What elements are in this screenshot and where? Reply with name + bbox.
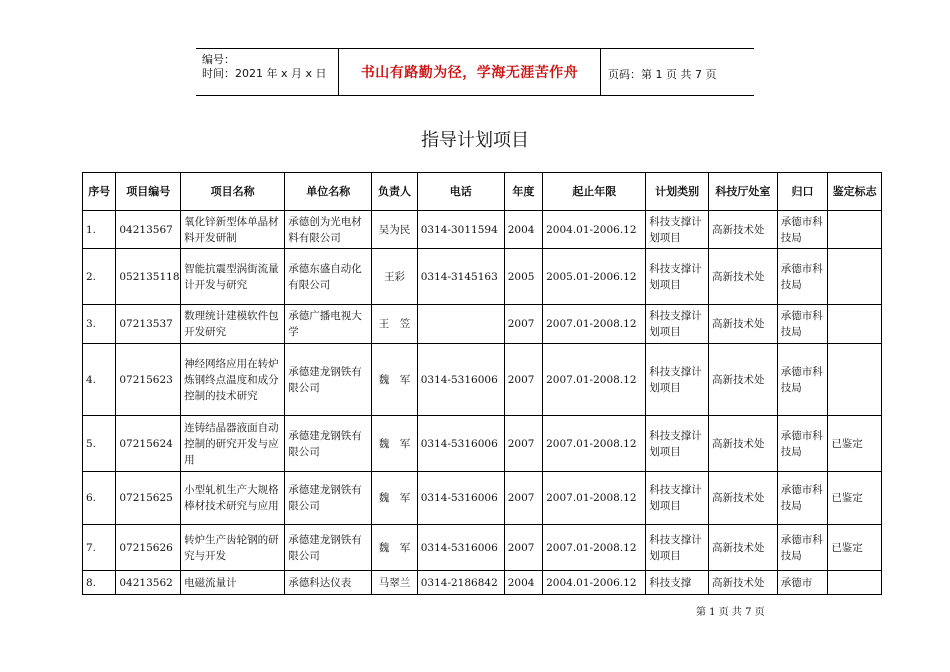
column-header: 序号 <box>83 173 116 211</box>
department-cell: 承德市科技局 <box>777 305 828 344</box>
unit-name-cell: 承德建龙钢铁有限公司 <box>285 472 372 525</box>
period-cell: 2007.01-2008.12 <box>543 416 646 472</box>
column-header: 计划类别 <box>646 173 709 211</box>
project-code-cell: 07215624 <box>116 416 181 472</box>
office-cell: 高新技术处 <box>708 344 777 416</box>
phone-cell: 0314-5316006 <box>417 416 504 472</box>
project-code-cell: 07215623 <box>116 344 181 416</box>
phone-cell <box>417 305 504 344</box>
table-row <box>83 211 882 249</box>
period-cell: 2007.01-2008.12 <box>543 525 646 571</box>
year-cell: 2004 <box>504 571 542 595</box>
header-divider <box>600 49 601 95</box>
appraisal-mark-cell <box>828 211 882 249</box>
appraisal-mark-cell: 已鉴定 <box>828 525 882 571</box>
project-name-cell: 数理统计建模软件包开发研究 <box>181 305 285 344</box>
project-name-cell: 小型轧机生产大规格棒材技术研究与应用 <box>181 472 285 525</box>
office-cell: 高新技术处 <box>708 305 777 344</box>
phone-cell: 0314-3011594 <box>417 211 504 249</box>
year-cell: 2007 <box>504 305 542 344</box>
project-name-cell: 转炉生产齿轮钢的研究与开发 <box>181 525 285 571</box>
column-header: 鉴定标志 <box>828 173 882 211</box>
unit-name-cell: 承德建龙钢铁有限公司 <box>285 416 372 472</box>
plan-category-cell: 科技支撑计划项目 <box>646 472 709 525</box>
project-code-cell: 07213537 <box>116 305 181 344</box>
department-cell: 承德市科技局 <box>777 249 828 305</box>
period-cell: 2004.01-2006.12 <box>543 211 646 249</box>
column-header: 科技厅处室 <box>708 173 777 211</box>
table-row <box>83 344 882 416</box>
row-number-cell: 5. <box>83 416 116 472</box>
plan-category-cell: 科技支撑计划项目 <box>646 249 709 305</box>
row-number-cell: 8. <box>83 571 116 595</box>
project-name-cell: 电磁流量计 <box>181 571 285 595</box>
column-header: 归口 <box>777 173 828 211</box>
year-cell: 2004 <box>504 211 542 249</box>
project-code-cell: 052135118 <box>116 249 181 305</box>
office-cell: 高新技术处 <box>708 416 777 472</box>
leader-cell: 魏 军 <box>372 525 418 571</box>
plan-category-cell: 科技支撑计划项目 <box>646 211 709 249</box>
unit-name-cell: 承德科达仪表 <box>285 571 372 595</box>
page-header <box>196 48 754 96</box>
project-code-cell: 07215625 <box>116 472 181 525</box>
leader-cell: 马翠兰 <box>372 571 418 595</box>
column-header: 电话 <box>417 173 504 211</box>
department-cell: 承德市 <box>777 571 828 595</box>
header-page-label: 页码：第 1 页 共 7 页 <box>608 68 717 81</box>
leader-cell: 王 笠 <box>372 305 418 344</box>
project-name-cell: 氧化锌新型体单晶材料开发研制 <box>181 211 285 249</box>
phone-cell: 0314-5316006 <box>417 344 504 416</box>
phone-cell: 0314-2186842 <box>417 571 504 595</box>
plan-category-cell: 科技支撑计划项目 <box>646 344 709 416</box>
phone-cell: 0314-5316006 <box>417 472 504 525</box>
header-meta <box>202 53 327 81</box>
phone-cell: 0314-3145163 <box>417 249 504 305</box>
appraisal-mark-cell: 已鉴定 <box>828 472 882 525</box>
department-cell: 承德市科技局 <box>777 472 828 525</box>
appraisal-mark-cell <box>828 344 882 416</box>
appraisal-mark-cell: 已鉴定 <box>828 416 882 472</box>
project-code-cell: 04213567 <box>116 211 181 249</box>
office-cell: 高新技术处 <box>708 249 777 305</box>
table-row <box>83 416 882 472</box>
appraisal-mark-cell <box>828 305 882 344</box>
column-header: 年度 <box>504 173 542 211</box>
unit-name-cell: 承德建龙钢铁有限公司 <box>285 525 372 571</box>
office-cell: 高新技术处 <box>708 525 777 571</box>
table-row <box>83 249 882 305</box>
table-row <box>83 525 882 571</box>
period-cell: 2007.01-2008.12 <box>543 472 646 525</box>
document-date-label: 时间：2021 年 x 月 x 日 <box>202 67 327 80</box>
period-cell: 2007.01-2008.12 <box>543 305 646 344</box>
page-footer: 第 1 页 共 7 页 <box>696 607 765 618</box>
row-number-cell: 7. <box>83 525 116 571</box>
project-code-cell: 07215626 <box>116 525 181 571</box>
project-name-cell: 连铸结晶器液面自动控制的研究开发与应用 <box>181 416 285 472</box>
department-cell: 承德市科技局 <box>777 416 828 472</box>
year-cell: 2007 <box>504 472 542 525</box>
header-motto: 书山有路勤为径，学海无涯苦作舟 <box>360 65 579 81</box>
row-number-cell: 2. <box>83 249 116 305</box>
year-cell: 2007 <box>504 525 542 571</box>
leader-cell: 魏 军 <box>372 344 418 416</box>
plan-category-cell: 科技支撑 <box>646 571 709 595</box>
project-table <box>82 172 882 595</box>
appraisal-mark-cell <box>828 249 882 305</box>
row-number-cell: 6. <box>83 472 116 525</box>
period-cell: 2007.01-2008.12 <box>543 344 646 416</box>
plan-category-cell: 科技支撑计划项目 <box>646 525 709 571</box>
year-cell: 2007 <box>504 344 542 416</box>
period-cell: 2005.01-2006.12 <box>543 249 646 305</box>
unit-name-cell: 承德东盛自动化有限公司 <box>285 249 372 305</box>
table-row <box>83 472 882 525</box>
unit-name-cell: 承德广播电视大学 <box>285 305 372 344</box>
year-cell: 2007 <box>504 416 542 472</box>
year-cell: 2005 <box>504 249 542 305</box>
department-cell: 承德市科技局 <box>777 344 828 416</box>
leader-cell: 魏 军 <box>372 472 418 525</box>
project-name-cell: 神经网络应用在转炉炼钢终点温度和成分控制的技术研究 <box>181 344 285 416</box>
department-cell: 承德市科技局 <box>777 525 828 571</box>
phone-cell: 0314-5316006 <box>417 525 504 571</box>
row-number-cell: 3. <box>83 305 116 344</box>
column-header: 项目名称 <box>181 173 285 211</box>
column-header: 项目编号 <box>116 173 181 211</box>
table-row <box>83 571 882 595</box>
unit-name-cell: 承德创为光电材料有限公司 <box>285 211 372 249</box>
row-number-cell: 4. <box>83 344 116 416</box>
table-header-row <box>83 173 882 211</box>
unit-name-cell: 承德建龙钢铁有限公司 <box>285 344 372 416</box>
office-cell: 高新技术处 <box>708 211 777 249</box>
plan-category-cell: 科技支撑计划项目 <box>646 416 709 472</box>
office-cell: 高新技术处 <box>708 472 777 525</box>
document-number-label: 编号： <box>202 53 235 66</box>
document-title: 指导计划项目 <box>421 130 529 151</box>
table-row <box>83 305 882 344</box>
column-header: 起止年限 <box>543 173 646 211</box>
column-header: 负责人 <box>372 173 418 211</box>
row-number-cell: 1. <box>83 211 116 249</box>
plan-category-cell: 科技支撑计划项目 <box>646 305 709 344</box>
department-cell: 承德市科技局 <box>777 211 828 249</box>
leader-cell: 魏 军 <box>372 416 418 472</box>
project-code-cell: 04213562 <box>116 571 181 595</box>
office-cell: 高新技术处 <box>708 571 777 595</box>
period-cell: 2004.01-2006.12 <box>543 571 646 595</box>
leader-cell: 吴为民 <box>372 211 418 249</box>
project-name-cell: 智能抗震型涡街流量计开发与研究 <box>181 249 285 305</box>
appraisal-mark-cell <box>828 571 882 595</box>
leader-cell: 王彩 <box>372 249 418 305</box>
column-header: 单位名称 <box>285 173 372 211</box>
